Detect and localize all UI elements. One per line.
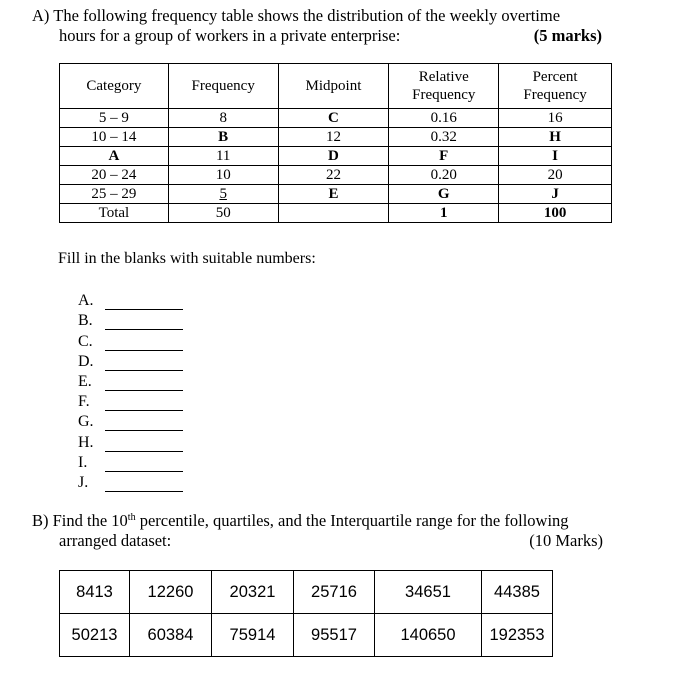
cell-relative: 0.20 <box>389 166 499 185</box>
cell-percent: 16 <box>499 109 612 128</box>
cell-category: 10 – 14 <box>60 128 169 147</box>
blank-line[interactable] <box>105 376 183 391</box>
blank-d: D. <box>78 351 183 371</box>
data-cell: 20321 <box>212 571 294 614</box>
cell-midpoint: 12 <box>278 128 389 147</box>
blank-g: G. <box>78 411 183 431</box>
data-cell: 95517 <box>294 614 375 657</box>
blank-line[interactable] <box>105 437 183 452</box>
cell-frequency: 50 <box>168 204 278 223</box>
data-cell: 8413 <box>60 571 130 614</box>
question-b-line2: arranged dataset: <box>59 531 172 550</box>
blank-h: H. <box>78 431 183 451</box>
cell-percent-blank: J <box>499 185 612 204</box>
blank-e: E. <box>78 371 183 391</box>
frequency-table <box>59 63 612 223</box>
blank-line[interactable] <box>105 336 183 351</box>
table-row <box>60 166 612 185</box>
instruction-text: Fill in the blanks with suitable numbers: <box>58 250 316 267</box>
question-a-line1: A) The following frequency table shows the distribution of the weekly overtime <box>32 6 561 25</box>
table-row <box>60 185 612 204</box>
data-cell: 192353 <box>482 614 553 657</box>
blank-line[interactable] <box>105 457 183 472</box>
cell-relative: 0.32 <box>389 128 499 147</box>
table-header-row <box>60 64 612 109</box>
blank-line[interactable] <box>105 356 183 371</box>
cell-relative-total: 1 <box>389 204 499 223</box>
cell-percent-blank: H <box>499 128 612 147</box>
header-midpoint: Midpoint <box>278 64 389 109</box>
blank-f: F. <box>78 391 183 411</box>
cell-midpoint-blank: C <box>278 109 389 128</box>
cell-category: 25 – 29 <box>60 185 169 204</box>
cell-category: Total <box>60 204 169 223</box>
header-relative-frequency: Relative Frequency <box>389 64 499 109</box>
cell-percent-total: 100 <box>499 204 612 223</box>
data-cell: 75914 <box>212 614 294 657</box>
question-a <box>32 6 602 46</box>
answer-blanks <box>78 290 183 492</box>
table-row-total <box>60 204 612 223</box>
data-cell: 25716 <box>294 571 375 614</box>
cell-category: 20 – 24 <box>60 166 169 185</box>
header-frequency: Frequency <box>168 64 278 109</box>
table-row <box>60 147 612 166</box>
header-percent-frequency: Percent Frequency <box>499 64 612 109</box>
cell-frequency: 10 <box>168 166 278 185</box>
question-a-line2: hours for a group of workers in a private enterprise: <box>59 26 401 45</box>
dataset-row <box>60 614 553 657</box>
question-b-marks: (10 Marks) <box>529 531 603 550</box>
question-b <box>32 511 603 551</box>
blank-line[interactable] <box>105 295 183 310</box>
header-category: Category <box>60 64 169 109</box>
blank-line[interactable] <box>105 416 183 431</box>
question-a-marks: (5 marks) <box>533 26 602 45</box>
data-cell: 50213 <box>60 614 130 657</box>
cell-relative-blank: G <box>389 185 499 204</box>
cell-category: 5 – 9 <box>60 109 169 128</box>
blank-j: J. <box>78 472 183 492</box>
cell-midpoint-blank: D <box>278 147 389 166</box>
dataset-row <box>60 571 553 614</box>
data-cell: 60384 <box>130 614 212 657</box>
table-row <box>60 109 612 128</box>
dataset-table <box>59 570 553 657</box>
blank-line[interactable] <box>105 477 183 492</box>
cell-percent: 20 <box>499 166 612 185</box>
cell-midpoint: 22 <box>278 166 389 185</box>
blank-a: A. <box>78 290 183 310</box>
blank-line[interactable] <box>105 315 183 330</box>
question-b-line1: B) Find the 10th percentile, quartiles, and the Interquartile range for the following <box>32 511 569 530</box>
data-cell: 34651 <box>375 571 482 614</box>
blank-c: C. <box>78 330 183 350</box>
cell-frequency: 8 <box>168 109 278 128</box>
cell-relative-blank: F <box>389 147 499 166</box>
cell-category-blank: A <box>60 147 169 166</box>
table-row <box>60 128 612 147</box>
blank-i: I. <box>78 452 183 472</box>
cell-relative: 0.16 <box>389 109 499 128</box>
data-cell: 140650 <box>375 614 482 657</box>
cell-midpoint-blank: E <box>278 185 389 204</box>
data-cell: 12260 <box>130 571 212 614</box>
cell-frequency: 11 <box>168 147 278 166</box>
cell-frequency-blank: B <box>168 128 278 147</box>
cell-percent-blank: I <box>499 147 612 166</box>
blank-b: B. <box>78 310 183 330</box>
blank-line[interactable] <box>105 396 183 411</box>
cell-frequency: 5 <box>168 185 278 204</box>
data-cell: 44385 <box>482 571 553 614</box>
cell-midpoint <box>278 204 389 223</box>
